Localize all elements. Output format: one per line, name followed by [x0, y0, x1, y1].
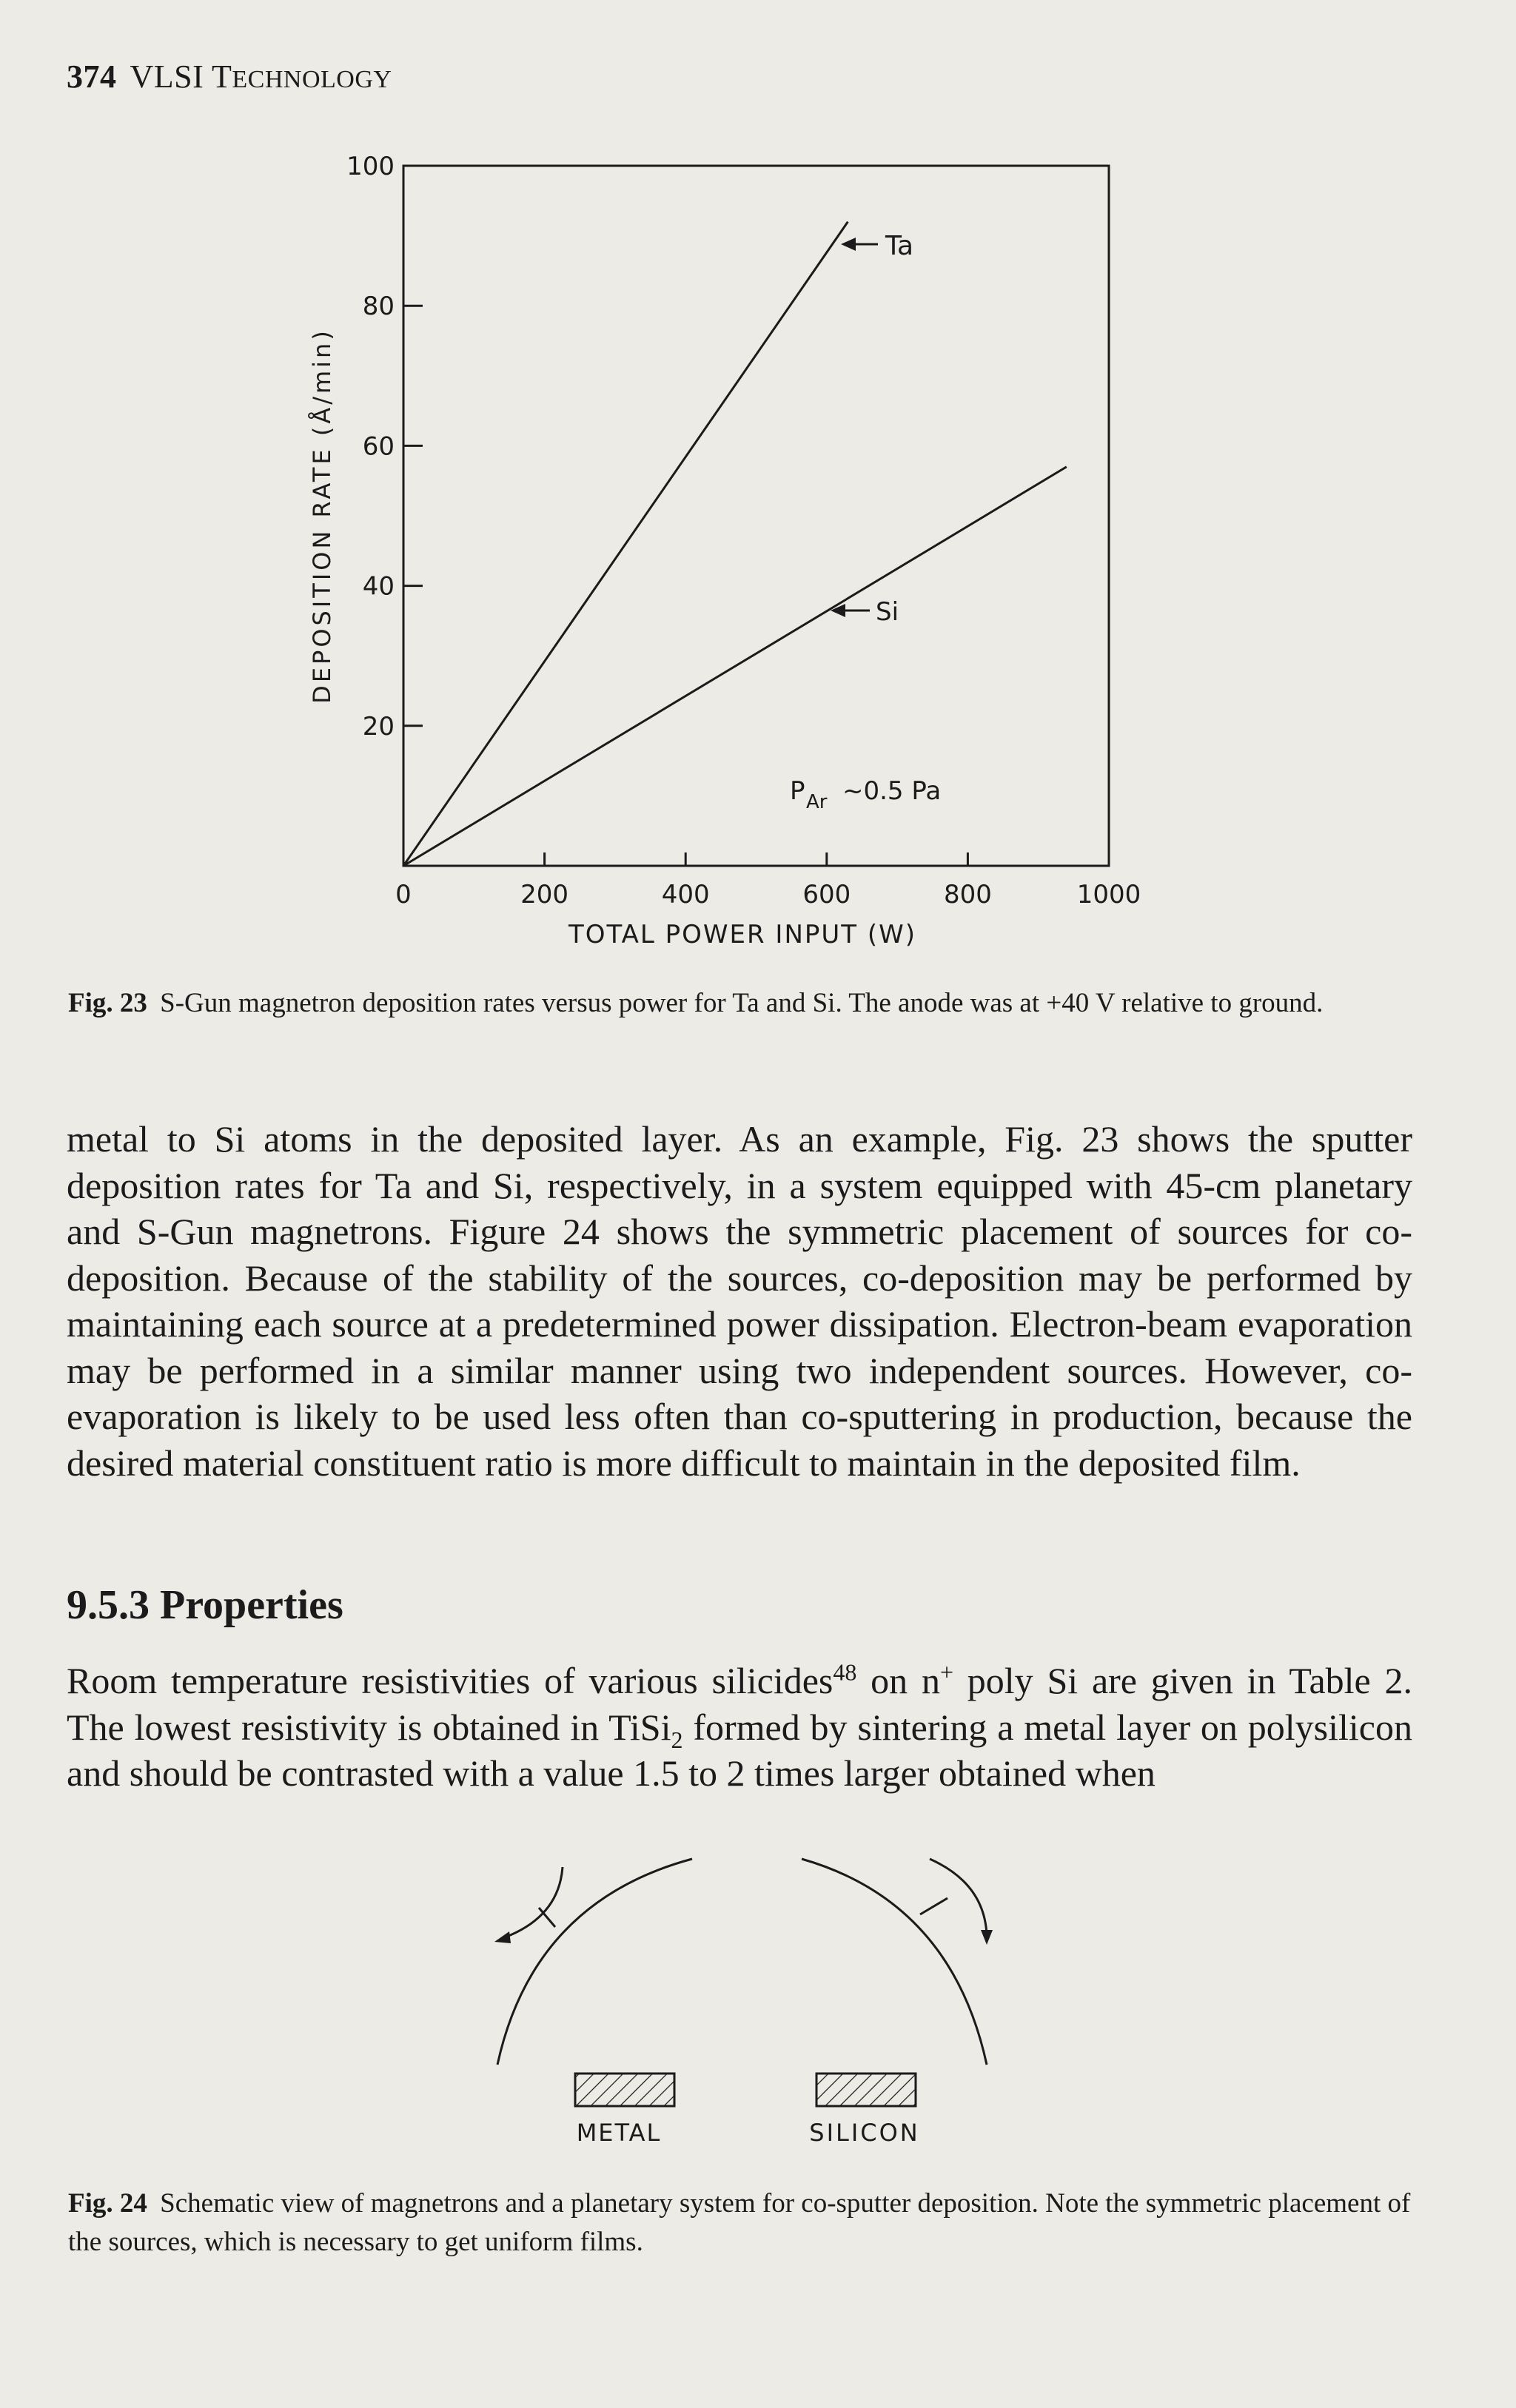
- y-tick-label: 60: [362, 431, 395, 462]
- figure-23-label: Fig. 23: [68, 988, 147, 1018]
- x-tick-label: 0: [395, 880, 412, 909]
- arrowhead-icon: [831, 604, 845, 617]
- chart-ticks: [346, 152, 1141, 909]
- reference-48: 48: [833, 1658, 857, 1686]
- arrowhead-icon: [841, 238, 856, 251]
- deposition-rate-chart: [0, 0, 1516, 977]
- section-title: 9.5.3 Properties: [67, 1582, 343, 1628]
- figure-23-caption-text: S-Gun magnetron deposition rates versus power for Ta and Si. The anode was at +40 V relative to ground.: [160, 988, 1324, 1018]
- paragraph-2-part3: poly Si are given in Table 2. The lowest resistivity is obtained in TiSi: [67, 1660, 1413, 1748]
- chart-series: [403, 222, 1067, 866]
- si-label: Si: [876, 597, 899, 627]
- right-planetary-arc: [802, 1859, 987, 2065]
- silicon-target: [816, 2074, 916, 2106]
- paragraph-2-part1: Room temperature resistivities of various silicides: [67, 1660, 834, 1701]
- chart-axes: [403, 166, 1109, 866]
- figure-24-caption-text: Schematic view of magnetrons and a planetary system for co-sputter deposition. Note the symmetric placement of the sources, which is necessary to get uniform films.: [68, 2188, 1411, 2257]
- x-tick-label: 800: [943, 880, 992, 909]
- paragraph-2-part4: formed by sintering a metal layer on polysilicon and should be contrasted with a value 1.5 to 2 times larger obtained when: [67, 1706, 1413, 1794]
- silicon-label: SILICON: [809, 2119, 920, 2147]
- x-tick-label: 400: [661, 880, 710, 909]
- y-axis-label: DEPOSITION RATE (Å/min): [308, 328, 336, 704]
- left-rotation-arrow-icon: [494, 1867, 563, 1943]
- paragraph-2-part2: on n: [856, 1660, 940, 1701]
- metal-target: [575, 2074, 674, 2106]
- n-plus-superscript: +: [939, 1658, 953, 1686]
- y-tick-label: 20: [362, 711, 395, 741]
- ta-annotation: [841, 231, 913, 261]
- x-tick-label: 200: [520, 880, 569, 909]
- pressure-label-sub: Ar: [806, 791, 828, 813]
- running-title-rest: ECHNOLOGY: [232, 66, 392, 93]
- y-tick-label: 100: [346, 152, 395, 181]
- running-title-prefix: VLSI: [130, 58, 204, 95]
- tisi2-subscript: 2: [671, 1726, 683, 1753]
- paragraph-2: [67, 1658, 1412, 1797]
- figure-24-caption: [68, 2185, 1445, 2261]
- paragraph-1: metal to Si atoms in the deposited layer. As an example, Fig. 23 shows the sputter deposition rates for Ta and Si, respectively, in a system equipped with 45-cm planetary and S-Gun magnetrons. Figure 24 shows the symmetric placement of sources for co-deposition. Because of the stability of the sources, co-deposition may be performed by maintaining each source at a predetermined power dissipation. Electron-beam evaporation may be performed in a similar manner using two independent sources. However, co-evaporation is likely to be used less often than co-sputtering in production, because the desired material constituent ratio is more difficult to maintain in the deposited film.: [67, 1118, 1412, 1484]
- y-tick-label: 80: [362, 292, 395, 322]
- ta-label: Ta: [885, 231, 914, 261]
- series-line-si: [403, 467, 1067, 866]
- series-line-ta: [403, 222, 848, 866]
- figure-23-caption: [68, 984, 1445, 1023]
- figure-24-label: Fig. 24: [68, 2188, 147, 2219]
- right-rotation-arrow-icon: [920, 1859, 993, 1945]
- y-tick-label: 40: [362, 571, 395, 602]
- page-number: 374: [67, 58, 117, 95]
- pressure-label-value: ~0.5 Pa: [842, 776, 942, 806]
- metal-label: METAL: [576, 2119, 662, 2147]
- x-tick-label: 1000: [1076, 880, 1141, 909]
- x-tick-label: 600: [802, 880, 851, 909]
- x-axis-label: TOTAL POWER INPUT (W): [568, 920, 917, 949]
- pressure-label-p: P: [790, 776, 805, 806]
- pressure-label: [790, 776, 941, 813]
- left-planetary-arc: [497, 1859, 692, 2065]
- running-title-cap: T: [212, 58, 232, 95]
- plot-frame: [403, 166, 1109, 866]
